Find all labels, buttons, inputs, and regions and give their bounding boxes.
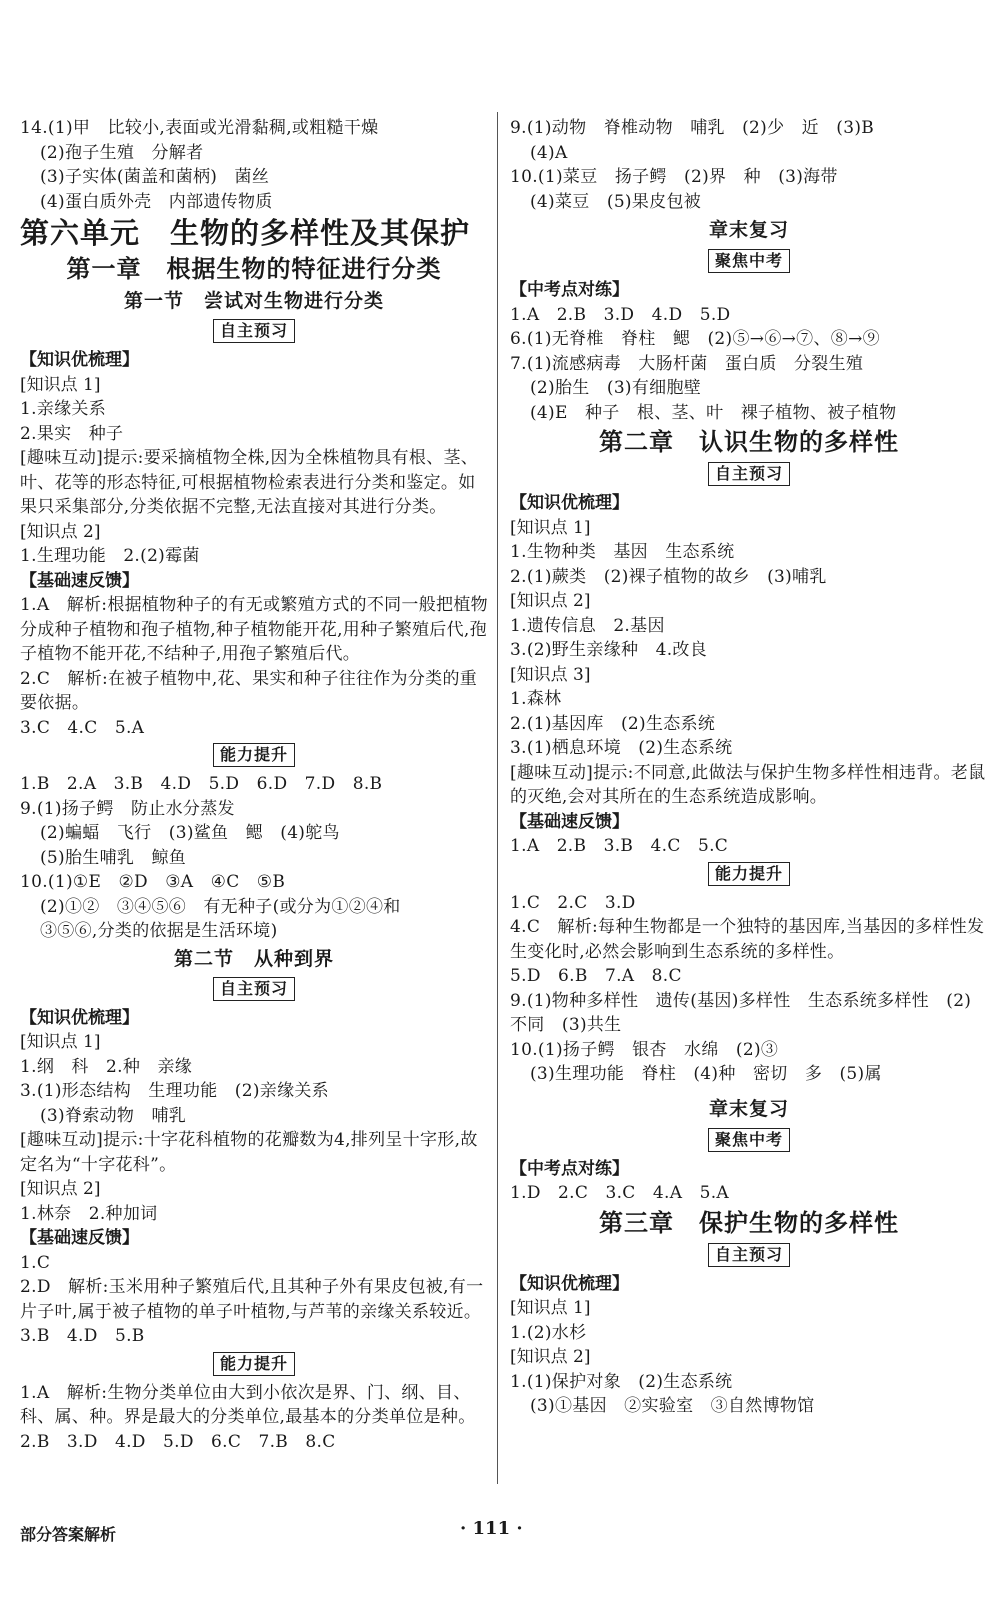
answer-line: 1.生理功能 2.(2)霉菌	[20, 546, 200, 566]
exam-tag: 【中考点对练】	[510, 1158, 629, 1179]
answer-line: 2.(1)蕨类 (2)裸子植物的故乡 (3)哺乳	[510, 566, 827, 587]
answer-line: (3)子实体(菌盖和菌柄) 菌丝	[40, 167, 270, 187]
answer-line: 1.林奈 2.种加词	[20, 1203, 158, 1224]
answer-line: (4)A	[530, 142, 568, 163]
point-tag: [知识点 1]	[20, 1032, 101, 1052]
section-title: 第一节 尝试对生物进行分类	[123, 290, 384, 312]
answer-line: 6.(1)无脊椎 脊柱 鳃 (2)⑤→⑥→⑦、⑧→⑨	[510, 329, 880, 349]
feedback-tag: 【基础速反馈】	[20, 1228, 139, 1248]
answer-line: 1.遗传信息 2.基因	[510, 615, 665, 636]
answer-line: (5)胎生哺乳 鲸鱼	[40, 847, 187, 868]
point-tag: [知识点 2]	[510, 1347, 591, 1367]
fun-interaction: [趣味互动]提示:要采摘植物全株,因为全株植物具有根、茎、叶、花等的形态特征,可根据植物检索表进行分类和鉴定。如果只采集部分,分类依据不完整,无法直接对其进行分类。	[20, 448, 479, 517]
answer-line: 2.(1)基因库 (2)生态系统	[510, 713, 716, 734]
answer-line: (4)E 种子 根、茎、叶 裸子植物、被子植物	[530, 402, 897, 423]
feedback-tag: 【基础速反馈】	[20, 570, 139, 591]
preview-box: 自主预习	[708, 462, 790, 486]
point-tag: [知识点 2]	[20, 521, 101, 542]
point-tag: [知识点 2]	[20, 1179, 101, 1199]
point-tag: [知识点 1]	[510, 517, 591, 538]
answer-line: (2)孢子生殖 分解者	[40, 142, 204, 163]
fun-interaction: [趣味互动]提示:十字花科植物的花瓣数为4,排列呈十字形,故定名为“十字花科”。	[20, 1130, 478, 1175]
knowledge-tag: 【知识优梳理】	[510, 493, 629, 513]
answer-line: 3.(1)形态结构 生理功能 (2)亲缘关系	[20, 1081, 329, 1101]
answer-line: 3.(2)野生亲缘种 4.改良	[510, 640, 708, 660]
left-column	[20, 116, 488, 1454]
focus-box: 聚焦中考	[708, 1128, 790, 1152]
answer-line: (3)①基因 ②实验室 ③自然博物馆	[530, 1396, 815, 1416]
answer-line: (2)①② ③④⑤⑥ 有无种子(或分为①②④和	[40, 896, 401, 917]
answer-explanation: 2.C 解析:在被子植物中,花、果实和种子往往作为分类的重要依据。	[20, 668, 478, 713]
answer-line: 1.生物种类 基因 生态系统	[510, 542, 735, 562]
chapter-title: 第二章 认识生物的多样性	[599, 428, 899, 456]
answer-line: ③⑤⑥,分类的依据是生活环境)	[40, 921, 278, 941]
exam-tag: 【中考点对练】	[510, 280, 629, 300]
column-divider	[497, 112, 498, 1484]
point-tag: [知识点 1]	[20, 374, 101, 395]
answer-line: 14.(1)甲 比较小,表面或光滑黏稠,或粗糙干燥	[20, 118, 379, 138]
answer-line: 1.纲 科 2.种 亲缘	[20, 1056, 193, 1077]
answer-line: (4)蛋白质外壳 内部遗传物质	[40, 191, 273, 212]
unit-title: 第六单元 生物的多样性及其保护	[20, 216, 471, 250]
point-tag: [知识点 1]	[510, 1298, 591, 1318]
section-title: 第二节 从种到界	[173, 947, 334, 970]
answer-line: 3.B 4.D 5.B	[20, 1326, 145, 1346]
answer-line: 7.(1)流感病毒 大肠杆菌 蛋白质 分裂生殖	[510, 353, 864, 374]
knowledge-tag: 【知识优梳理】	[510, 1273, 629, 1294]
page-number: · 111 ·	[460, 1518, 523, 1539]
ability-box: 能力提升	[213, 743, 295, 767]
answer-line: 10.(1)菜豆 扬子鳄 (2)界 种 (3)海带	[510, 167, 838, 187]
answer-line: 9.(1)扬子鳄 防止水分蒸发	[20, 798, 235, 819]
answer-line: 3.C 4.C 5.A	[20, 717, 145, 738]
answer-line: (4)菜豆 (5)果皮包被	[530, 191, 702, 212]
review-heading: 章末复习	[708, 1097, 789, 1120]
answer-line: 10.(1)①E ②D ③A ④C ⑤B	[20, 872, 286, 892]
answer-line: 1.(1)保护对象 (2)生态系统	[510, 1371, 733, 1392]
preview-box: 自主预习	[213, 319, 295, 343]
review-heading: 章末复习	[708, 219, 789, 241]
answer-explanation: 1.A 解析:根据植物种子的有无或繁殖方式的不同一般把植物分成种子植物和孢子植物,种子植物能开花,用种子繁殖后代,孢子植物不能开花,不结种子,用孢子繁殖后代。	[20, 595, 488, 664]
chapter-title: 第一章 根据生物的特征进行分类	[66, 255, 442, 283]
answer-line: (2)胎生 (3)有细胞壁	[530, 378, 702, 398]
ability-box: 能力提升	[213, 1352, 295, 1376]
answer-line: (2)蝙蝠 飞行 (3)鲨鱼 鳃 (4)鸵鸟	[40, 823, 340, 843]
answer-line: (3)脊索动物 哺乳	[40, 1105, 187, 1126]
fun-interaction: [趣味互动]提示:不同意,此做法与保护生物多样性相违背。老鼠的灭绝,会对其所在的生态系统造成影响。	[510, 762, 986, 807]
point-tag: [知识点 3]	[510, 664, 591, 685]
answer-explanation: 4.C 解析:每种生物都是一个独特的基因库,当基因的多样性发生变化时,必然会影响到生态系统的多样性。	[510, 917, 985, 962]
preview-box: 自主预习	[708, 1243, 790, 1267]
chapter-title: 第三章 保护生物的多样性	[599, 1208, 899, 1237]
ability-box: 能力提升	[708, 862, 790, 886]
feedback-tag: 【基础速反馈】	[510, 811, 629, 832]
answer-explanation: 2.D 解析:玉米用种子繁殖后代,且其种子外有果皮包被,有一片子叶,属于被子植物的单子叶植物,与芦苇的亲缘关系较近。	[20, 1277, 484, 1322]
answer-explanation: 1.A 解析:生物分类单位由大到小依次是界、门、纲、目、科、属、种。界是最大的分类单位,最基本的分类单位是种。	[20, 1382, 476, 1427]
answer-line: 10.(1)扬子鳄 银杏 水绵 (2)③	[510, 1039, 779, 1060]
answer-line: 1.(2)水杉	[510, 1322, 587, 1343]
answer-line: 5.D 6.B 7.A 8.C	[510, 966, 682, 986]
answer-line: 1.A 2.B 3.B 4.C 5.C	[510, 836, 729, 856]
right-column	[510, 116, 988, 1419]
preview-box: 自主预习	[213, 977, 295, 1001]
focus-box: 聚焦中考	[708, 249, 790, 273]
answer-line: 2.果实 种子	[20, 423, 124, 444]
point-tag: [知识点 2]	[510, 591, 591, 611]
answer-explanation: 9.(1)物种多样性 遗传(基因)多样性 生态系统多样性 (2)不同 (3)共生	[510, 990, 972, 1035]
answer-line: 1.C 2.C 3.D	[510, 892, 636, 913]
answer-line: 3.(1)栖息环境 (2)生态系统	[510, 738, 733, 758]
answer-line: 1.C	[20, 1252, 51, 1273]
knowledge-tag: 【知识优梳理】	[20, 1007, 139, 1028]
knowledge-tag: 【知识优梳理】	[20, 350, 139, 370]
answer-line: 1.A 2.B 3.D 4.D 5.D	[510, 304, 731, 325]
answer-line: (3)生理功能 脊柱 (4)种 密切 多 (5)属	[530, 1064, 882, 1084]
answer-line: 1.B 2.A 3.B 4.D 5.D 6.D 7.D 8.B	[20, 774, 383, 794]
answer-line: 9.(1)动物 脊椎动物 哺乳 (2)少 近 (3)B	[510, 118, 875, 138]
answer-line: 1.D 2.C 3.C 4.A 5.A	[510, 1183, 729, 1203]
footer-label: 部分答案解析	[20, 1525, 117, 1544]
answer-line: 2.B 3.D 4.D 5.D 6.C 7.B 8.C	[20, 1431, 336, 1452]
answer-line: 1.森林	[510, 689, 562, 709]
answer-line: 1.亲缘关系	[20, 399, 107, 419]
